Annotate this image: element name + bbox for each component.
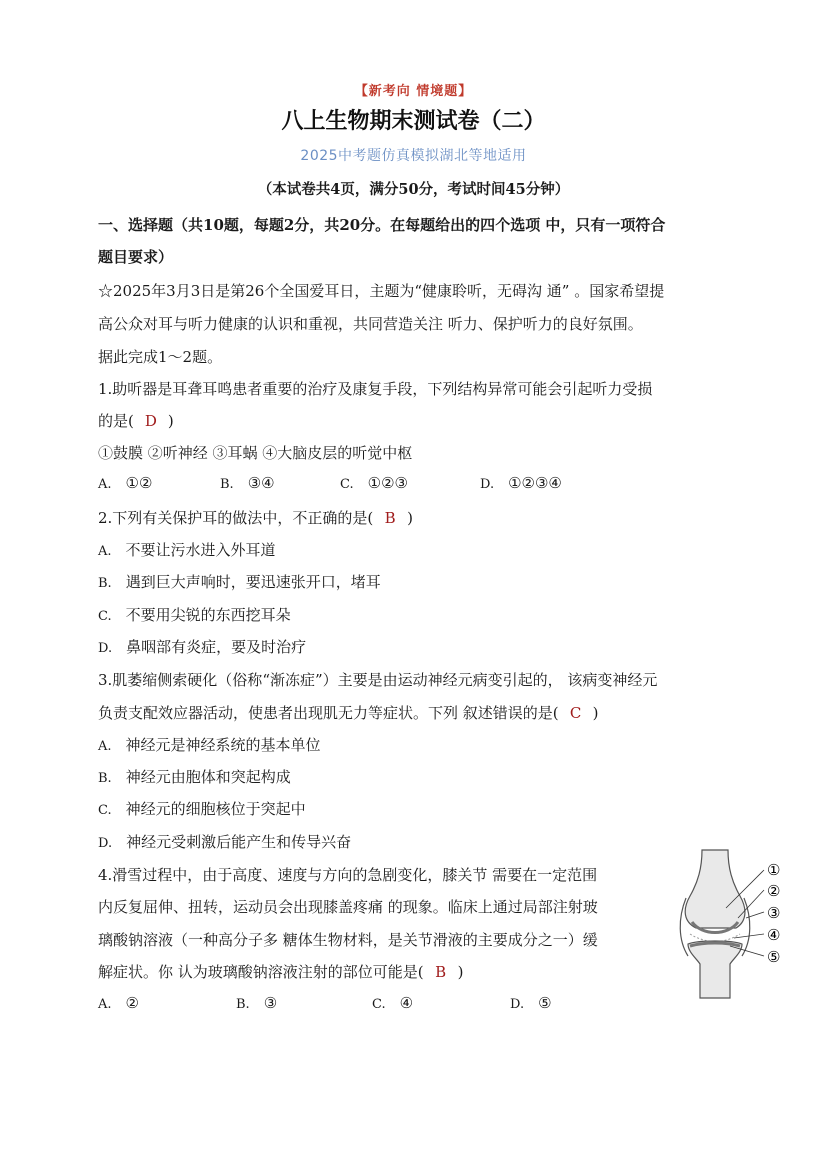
q3-option-b [98,766,291,787]
q1-stem-line2 [98,410,174,431]
q4-stem-line1: 4.滑雪过程中，由于高度、速度与方向的急剧变化，膝关节 需要在一定范围 [98,866,598,884]
q4-stem-line4 [98,961,463,982]
q2-stem-post: ) [407,509,414,527]
option-text: 神经元受刺激后能产生和传导兴奋 [126,833,352,851]
q3-stem-pre: 负责支配效应器活动，使患者出现肌无力等症状。下列 叙述错误的是( [98,704,559,722]
q2-stem-pre: 2.下列有关保护耳的做法中，不正确的是( [98,509,374,527]
option-text: 神经元由胞体和突起构成 [125,768,291,786]
option-letter: C. [98,609,112,624]
option-letter: A. [98,477,112,492]
q1-option-b [220,474,275,492]
q1-option-a [98,474,152,492]
q4-stem-line3: 璃酸钠溶液（一种高分子多 糖体生物材料，是关节滑液的主要成分之一）缓 [98,931,598,949]
option-text: 遇到巨大声响时，要迅速张开口，堵耳 [125,573,381,591]
option-letter: B. [98,576,112,591]
q2-option-b [98,571,381,592]
exam-subtitle: 2025中考题仿真模拟湖北等地适用 [300,148,527,164]
q1-option-c [340,474,408,492]
q3-option-d [98,831,351,852]
option-text: ④ [399,994,414,1012]
diagram-label-4: ④ [767,926,781,944]
option-text: ①② [125,474,153,492]
q3-stem-line1: 3.肌萎缩侧索硬化（俗称“渐冻症”）主要是由运动神经元病变引起的， 该病变神经元 [98,671,658,689]
option-letter: A. [98,739,112,754]
section-heading-line2: 题目要求） [98,248,174,266]
option-letter: C. [340,477,354,492]
q4-option-b [236,994,277,1012]
q1-option-d [480,474,562,492]
femur-bone [685,850,745,928]
option-text: ⑤ [538,994,552,1012]
q1-stem-pre: 的是( [98,412,134,430]
q4-option-c [372,994,413,1012]
joint-cavity [690,934,740,942]
q2-option-c [98,604,291,625]
option-text: 不要用尖锐的东西挖耳朵 [125,606,291,624]
diagram-label-3: ③ [767,904,781,922]
option-text: 鼻咽部有炎症，要及时治疗 [126,638,307,656]
option-letter: B. [98,771,112,786]
q4-stem-pre: 解症状。你 认为玻璃酸钠溶液注射的部位可能是( [98,963,424,981]
section-heading-line1: 一、选择题（共10题，每题2分，共20分。在每题给出的四个选项 中，只有一项符合 [98,216,666,234]
option-letter: D. [510,997,525,1012]
diagram-label-5: ⑤ [767,948,781,966]
context-line2: 高公众对耳与听力健康的认识和重视，共同营造关注 听力、保护听力的良好氛围。 [98,315,643,333]
q3-option-c [98,798,306,819]
context-line3: 据此完成1～2题。 [98,348,223,366]
option-letter: A. [98,544,112,559]
q2-answer: B [384,509,396,527]
diagram-label-1: ① [767,861,781,879]
option-letter: C. [98,803,112,818]
q4-stem-post: ) [457,963,464,981]
q4-option-d [510,994,552,1012]
q3-answer: C [569,704,582,722]
option-letter: D. [98,641,113,656]
q3-option-a [98,734,321,755]
q4-option-a [98,994,139,1012]
option-letter: C. [372,997,386,1012]
q2-stem [98,507,413,528]
q1-stem-line1: 1.助听器是耳聋耳鸣患者重要的治疗及康复手段，下列结构异常可能会引起听力受损 [98,380,653,398]
option-text: 神经元的细胞核位于突起中 [125,800,306,818]
option-text: 不要让污水进入外耳道 [125,541,276,559]
option-text: ①②③④ [508,474,562,492]
option-text: ①②③ [367,474,408,492]
q4-stem-line2: 内反复屈伸、扭转，运动员会出现膝盖疼痛 的现象。临床上通过局部注射玻 [98,898,598,916]
option-text: 神经元是神经系统的基本单位 [125,736,321,754]
context-line1: ☆2025年3月3日是第26个全国爱耳日，主题为“健康聆听，无碍沟 通” 。国家希望提 [98,282,665,300]
option-text: ② [125,994,139,1012]
option-letter: D. [98,836,113,851]
option-text: ③ [263,994,278,1012]
q1-extra: ①鼓膜 ②听神经 ③耳蜗 ④大脑皮层的听觉中枢 [98,444,413,462]
diagram-label-2: ② [767,882,781,900]
q1-answer: D [144,412,157,430]
option-text: ③④ [247,474,275,492]
exam-note: （本试卷共4页，满分50分，考试时间45分钟） [257,181,570,198]
q1-stem-post: ) [167,412,174,430]
q3-stem-post: ) [592,704,599,722]
q4-answer: B [435,963,447,981]
exam-tag: 【新考向 情境题】 [354,84,473,99]
page-title: 八上生物期末测试卷（二） [281,109,546,134]
q3-stem-line2 [98,702,598,723]
knee-joint-diagram [676,848,786,1000]
option-letter: B. [220,477,234,492]
option-letter: A. [98,997,112,1012]
tibia-bone [688,941,742,998]
option-letter: B. [236,997,250,1012]
q2-option-d [98,636,306,657]
q2-option-a [98,539,276,560]
option-letter: D. [480,477,495,492]
